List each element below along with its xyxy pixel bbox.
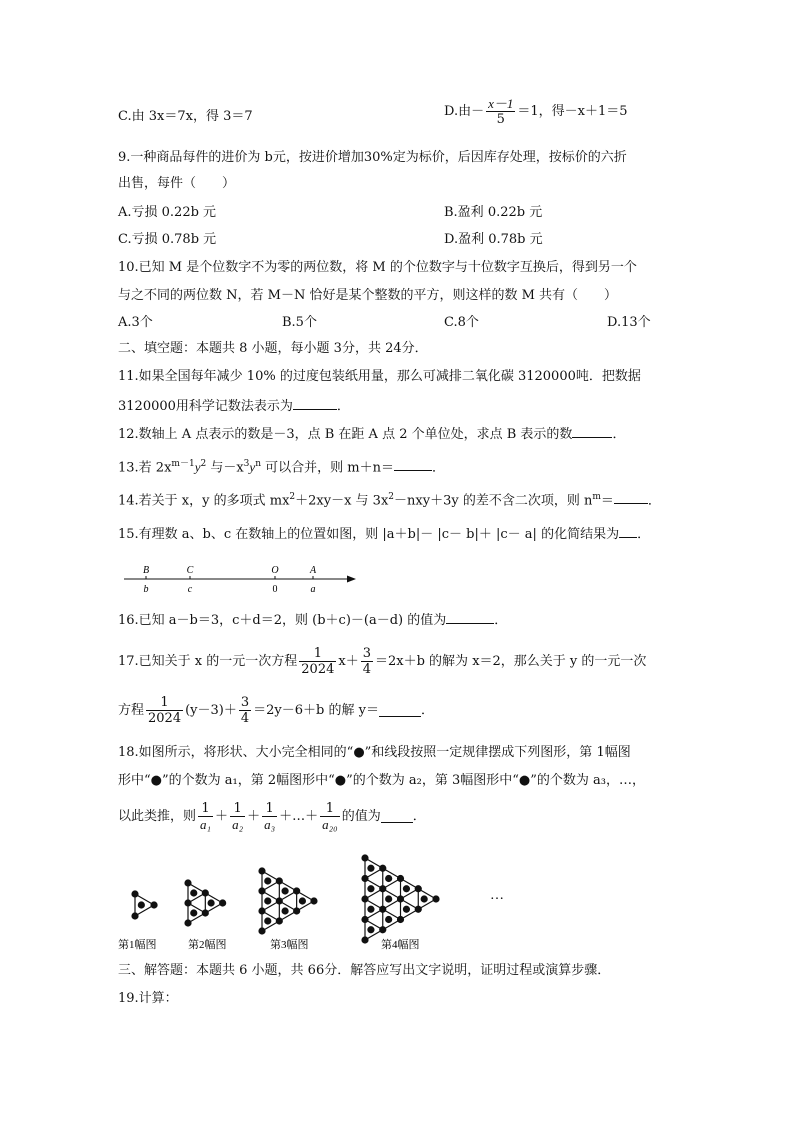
figure-4-dot [361,875,368,882]
q12-stem [118,425,625,444]
q13-sup2: 2 [200,459,207,469]
q17-frac4-num: 3 [240,695,250,710]
section-3-heading: 三、解答题：本题共 6 小题，共 66分．解答应写出文字说明，证明过程或演算步骤． [118,963,611,978]
figure-3-dot [276,897,283,904]
figure-4-dot [379,885,386,892]
q18-stem-line1: 18.如图所示，将形状、大小完全相同的“●”和线段按照一定规律摆成下列图形，第 1幅图 [118,745,631,760]
q17-stem-line1 [118,646,646,677]
point-B-label: B [142,565,150,576]
figure-4-center-dot [385,895,392,902]
figure-3-dot [258,867,265,874]
q10-option-d: D.13个 [607,315,651,330]
figure-4-center-dot [403,906,410,913]
figure-4-center-dot [367,885,374,892]
q14-post: －nxy＋3y 的差不含二次项，则 n [394,493,593,509]
figure-3-dot [276,877,283,884]
value-a: a [310,584,316,595]
q10-option-b: B.5个 [282,315,317,330]
q13-end: ． [431,460,445,476]
q13-post: 可以合并，则 m＋n＝ [260,460,394,476]
q14-end: ． [647,493,661,509]
figure-4-dot [361,916,368,923]
q12-end: ． [612,427,626,442]
q15-text: 15.有理数 a、b、c 在数轴上的位置如图，则 |a＋b|－ |c－ b|＋ |c－ a| 的化简结果为 [118,527,620,542]
value-b: b [143,584,149,595]
figure-3-center-dot [264,897,271,904]
q13-sup3: 3 [243,459,250,469]
q16-text: 16.已知 a－b＝3，c＋d＝2，则 (b＋c)－(a－d) 的值为 [118,613,447,628]
q17-l2mid: (y－3)＋ [185,703,237,718]
q17-l2pre: 方程 [118,703,145,718]
q17-frac2 [361,646,373,677]
q17-frac4 [239,695,251,726]
q18-l3pre: 以此类推，则 [118,809,197,824]
section-2-heading: 二、填空题：本题共 8 小题，每小题 3分，共 24分． [118,341,428,356]
q11-stem-line2 [118,397,350,416]
q18-term2-den: a₂ [232,817,244,832]
q17-frac3-den: 2024 [148,711,182,726]
q18-stem-line2: 形中“●”的个数为 a₁，第 2幅图形中“●”的个数为 a₂，第 3幅图形中“●”的个数为 a₃，…， [118,773,645,788]
figure-3-dot [310,897,317,904]
figure-3-center-dot [281,907,288,914]
figure-4-dot [361,936,368,943]
q9-option-a: A.亏损 0.22b 元 [118,205,217,220]
q17-frac1-den: 2024 [301,662,335,677]
q18-term2-num: 1 [230,801,245,817]
figure-3-dot [258,887,265,894]
q17-pre: 17.已知关于 x 的一元一次方程 [118,654,298,669]
q17-frac3 [146,695,183,726]
figure-2-center-dot [207,899,214,906]
q18-term20-den: a₂₀ [322,817,338,832]
figure-4-label: 第4幅图 [381,939,420,951]
figure-2-dot [184,919,191,926]
figure-1-label: 第1幅图 [118,939,157,951]
q14-stem [118,488,661,510]
q13-answer-blank[interactable] [394,458,432,471]
number-line-figure [118,560,363,600]
figure-3-dot [258,907,265,914]
q17-frac1-num: 1 [299,646,336,662]
figure-4-dot [397,875,404,882]
figure-4-center-dot [385,875,392,882]
figure-2-dot [202,909,209,916]
figure-4-dot [432,895,439,902]
figure-4-center-dot [421,895,428,902]
figure-3-dot [293,887,300,894]
figure-3-center-dot [264,877,271,884]
q18-term20 [320,801,340,832]
q17-mid1: x＋ [338,654,359,669]
figure-2-dot [219,899,226,906]
figure-2-dot [184,879,191,886]
figure-2-dot [202,889,209,896]
figure-4-center-dot [385,916,392,923]
q18-term1-den: a₁ [200,817,212,832]
q9-option-d: D.盈利 0.78b 元 [444,232,543,247]
q17-frac1 [299,646,336,677]
q17-frac2-num: 3 [362,646,371,661]
q8-d-fraction [486,96,515,127]
figure-4-dot [397,916,404,923]
figure-3-label: 第3幅图 [270,939,309,951]
figure-3-dot [276,917,283,924]
q18-term3-num: 1 [262,801,277,817]
q13-stem [118,455,445,477]
q17-l2post: ＝2y－6＋b 的解 y＝ [253,703,379,718]
q14-answer-blank[interactable] [614,491,648,504]
q10-stem-line1: 10.已知 M 是个位数字不为零的两位数，将 M 的个位数字与十位数字互换后，得到另一个 [118,260,637,275]
q13-sup1: m－1 [171,459,195,469]
q18-dots: ＋…＋ [279,809,319,824]
figure-4-dot [415,885,422,892]
dot-pattern-figures [110,845,510,955]
value-zero: 0 [272,584,278,595]
q12-answer-blank[interactable] [572,425,612,438]
q10-stem-line2: 与之不同的两位数 N，若 M－N 恰好是某个整数的平方，则这样的数 M 共有（ ） [118,288,618,303]
figure-4-dot [397,895,404,902]
point-O-label: O [271,565,279,576]
q17-frac4-den: 4 [240,711,250,726]
figure-4-center-dot [367,926,374,933]
q9-stem-line2: 出售，每件（ ） [118,176,236,191]
q18-term3 [262,801,277,832]
q15-stem [118,525,650,544]
number-line-arrow [347,576,356,583]
q10-option-a: A.3个 [118,315,153,330]
q18-term1 [198,801,213,832]
figure-4-dot [415,906,422,913]
figure-3-center-dot [281,887,288,894]
figure-4-dot [379,906,386,913]
q19-stem: 19.计算： [118,991,178,1006]
figure-4-center-dot [367,865,374,872]
q18-term20-num: 1 [320,801,340,817]
q14-pre: 14.若关于 x，y 的多项式 mx [118,493,290,509]
q17-post: ＝2x＋b 的解为 x＝2，那么关于 y 的一元一次 [375,654,647,669]
q18-answer-blank[interactable] [381,810,413,823]
figure-1-dot [150,901,157,908]
q18-term1-num: 1 [198,801,213,817]
q13-sup4: n [255,459,261,469]
q11-stem-line1: 11.如果全国每年减少 10% 的过度包装纸用量，那么可减排二氧化碳 3120000吨．把数据 [118,369,641,384]
q18-end: ． [412,809,426,824]
figure-4-dot [379,926,386,933]
q8-option-d: D.由－ $\frac{x-1}{5}$ ＝1，得－x＋1＝5 [444,96,628,127]
q13-pre: 13.若 2x [118,460,172,476]
q12-text: 12.数轴上 A 点表示的数是－3，点 B 在距 A 点 2 个单位处，求点 B 表示的数 [118,427,573,442]
q17-answer-blank[interactable] [379,704,421,717]
figure-4-dot [379,865,386,872]
figure-2-label: 第2幅图 [188,939,227,951]
q15-end: ． [637,527,651,542]
q13-mid2: 与－x [206,460,244,476]
q14-sup1: 2 [289,492,296,502]
point-C-label: C [186,565,194,576]
figure-1-dot [131,912,138,919]
q16-end: ． [494,613,508,628]
q17-frac3-num: 1 [146,695,183,711]
q14-sup3: m [592,492,601,502]
q8-d-prefix: D.由 [444,104,472,119]
q11-text: 3120000用科学记数法表示为 [118,399,293,414]
q14-mid: ＋2xy－x 与 3x [295,493,389,509]
q14-sup2: 2 [388,492,395,502]
q9-stem-line1: 9.一种商品每件的进价为 b元，按进价增加30%定为标价，后因库存处理，按标价的六折 [118,150,627,165]
figure-1-dot [131,890,138,897]
q15-answer-blank[interactable] [619,525,637,538]
figure-4-center-dot [403,885,410,892]
q8-d-suffix: ＝1，得－x＋1＝5 [517,104,628,119]
figure-4-center-dot [367,906,374,913]
q9-option-c: C.亏损 0.78b 元 [118,232,217,247]
q11-answer-blank[interactable] [293,397,337,410]
q16-stem [118,611,507,630]
q13-mid1: y [194,459,201,475]
figure-1-center-dot [138,901,145,908]
q17-end: ． [420,703,434,718]
q8-d-num: x－1 [488,96,514,111]
figure-2-center-dot [190,889,197,896]
figure-2-dot [184,899,191,906]
value-c: c [187,584,193,595]
figure-4-dot [361,895,368,902]
q18-term2 [230,801,245,832]
figure-3-center-dot [299,897,306,904]
figure-3-dot [293,907,300,914]
q18-post: 的值为 [341,809,381,824]
figure-4-dot [361,854,368,861]
figure-2-center-dot [190,909,197,916]
q9-option-b: B.盈利 0.22b 元 [444,205,543,220]
figure-3-dot [258,927,265,934]
figure-3-center-dot [264,917,271,924]
q17-frac2-den: 4 [362,662,371,677]
q18-stem-line3: 以此类推，则 $\frac{1}{\text{a₁}}$ ＋ $\frac{1}{\text{a₂}}$ ＋ $\frac{1}{\text{a₃}}$ ＋…＋ $\frac{1}{\text{a₂₀}}$ 的值为 ． [118,801,426,832]
figures-ellipsis: … [490,888,504,903]
point-A-label: A [309,565,317,576]
q8-option-c: C.由 3x＝7x，得 3＝7 [118,109,253,124]
q17-stem-line2 [118,695,434,726]
q8-d-den: 5 [496,112,505,127]
q11-end: ． [336,399,350,414]
q14-eq: ＝ [600,493,614,509]
q16-answer-blank[interactable] [446,611,494,624]
q13-mid3: y [249,459,256,475]
q10-option-c: C.8个 [444,315,479,330]
q18-term3-den: a₃ [264,817,276,832]
